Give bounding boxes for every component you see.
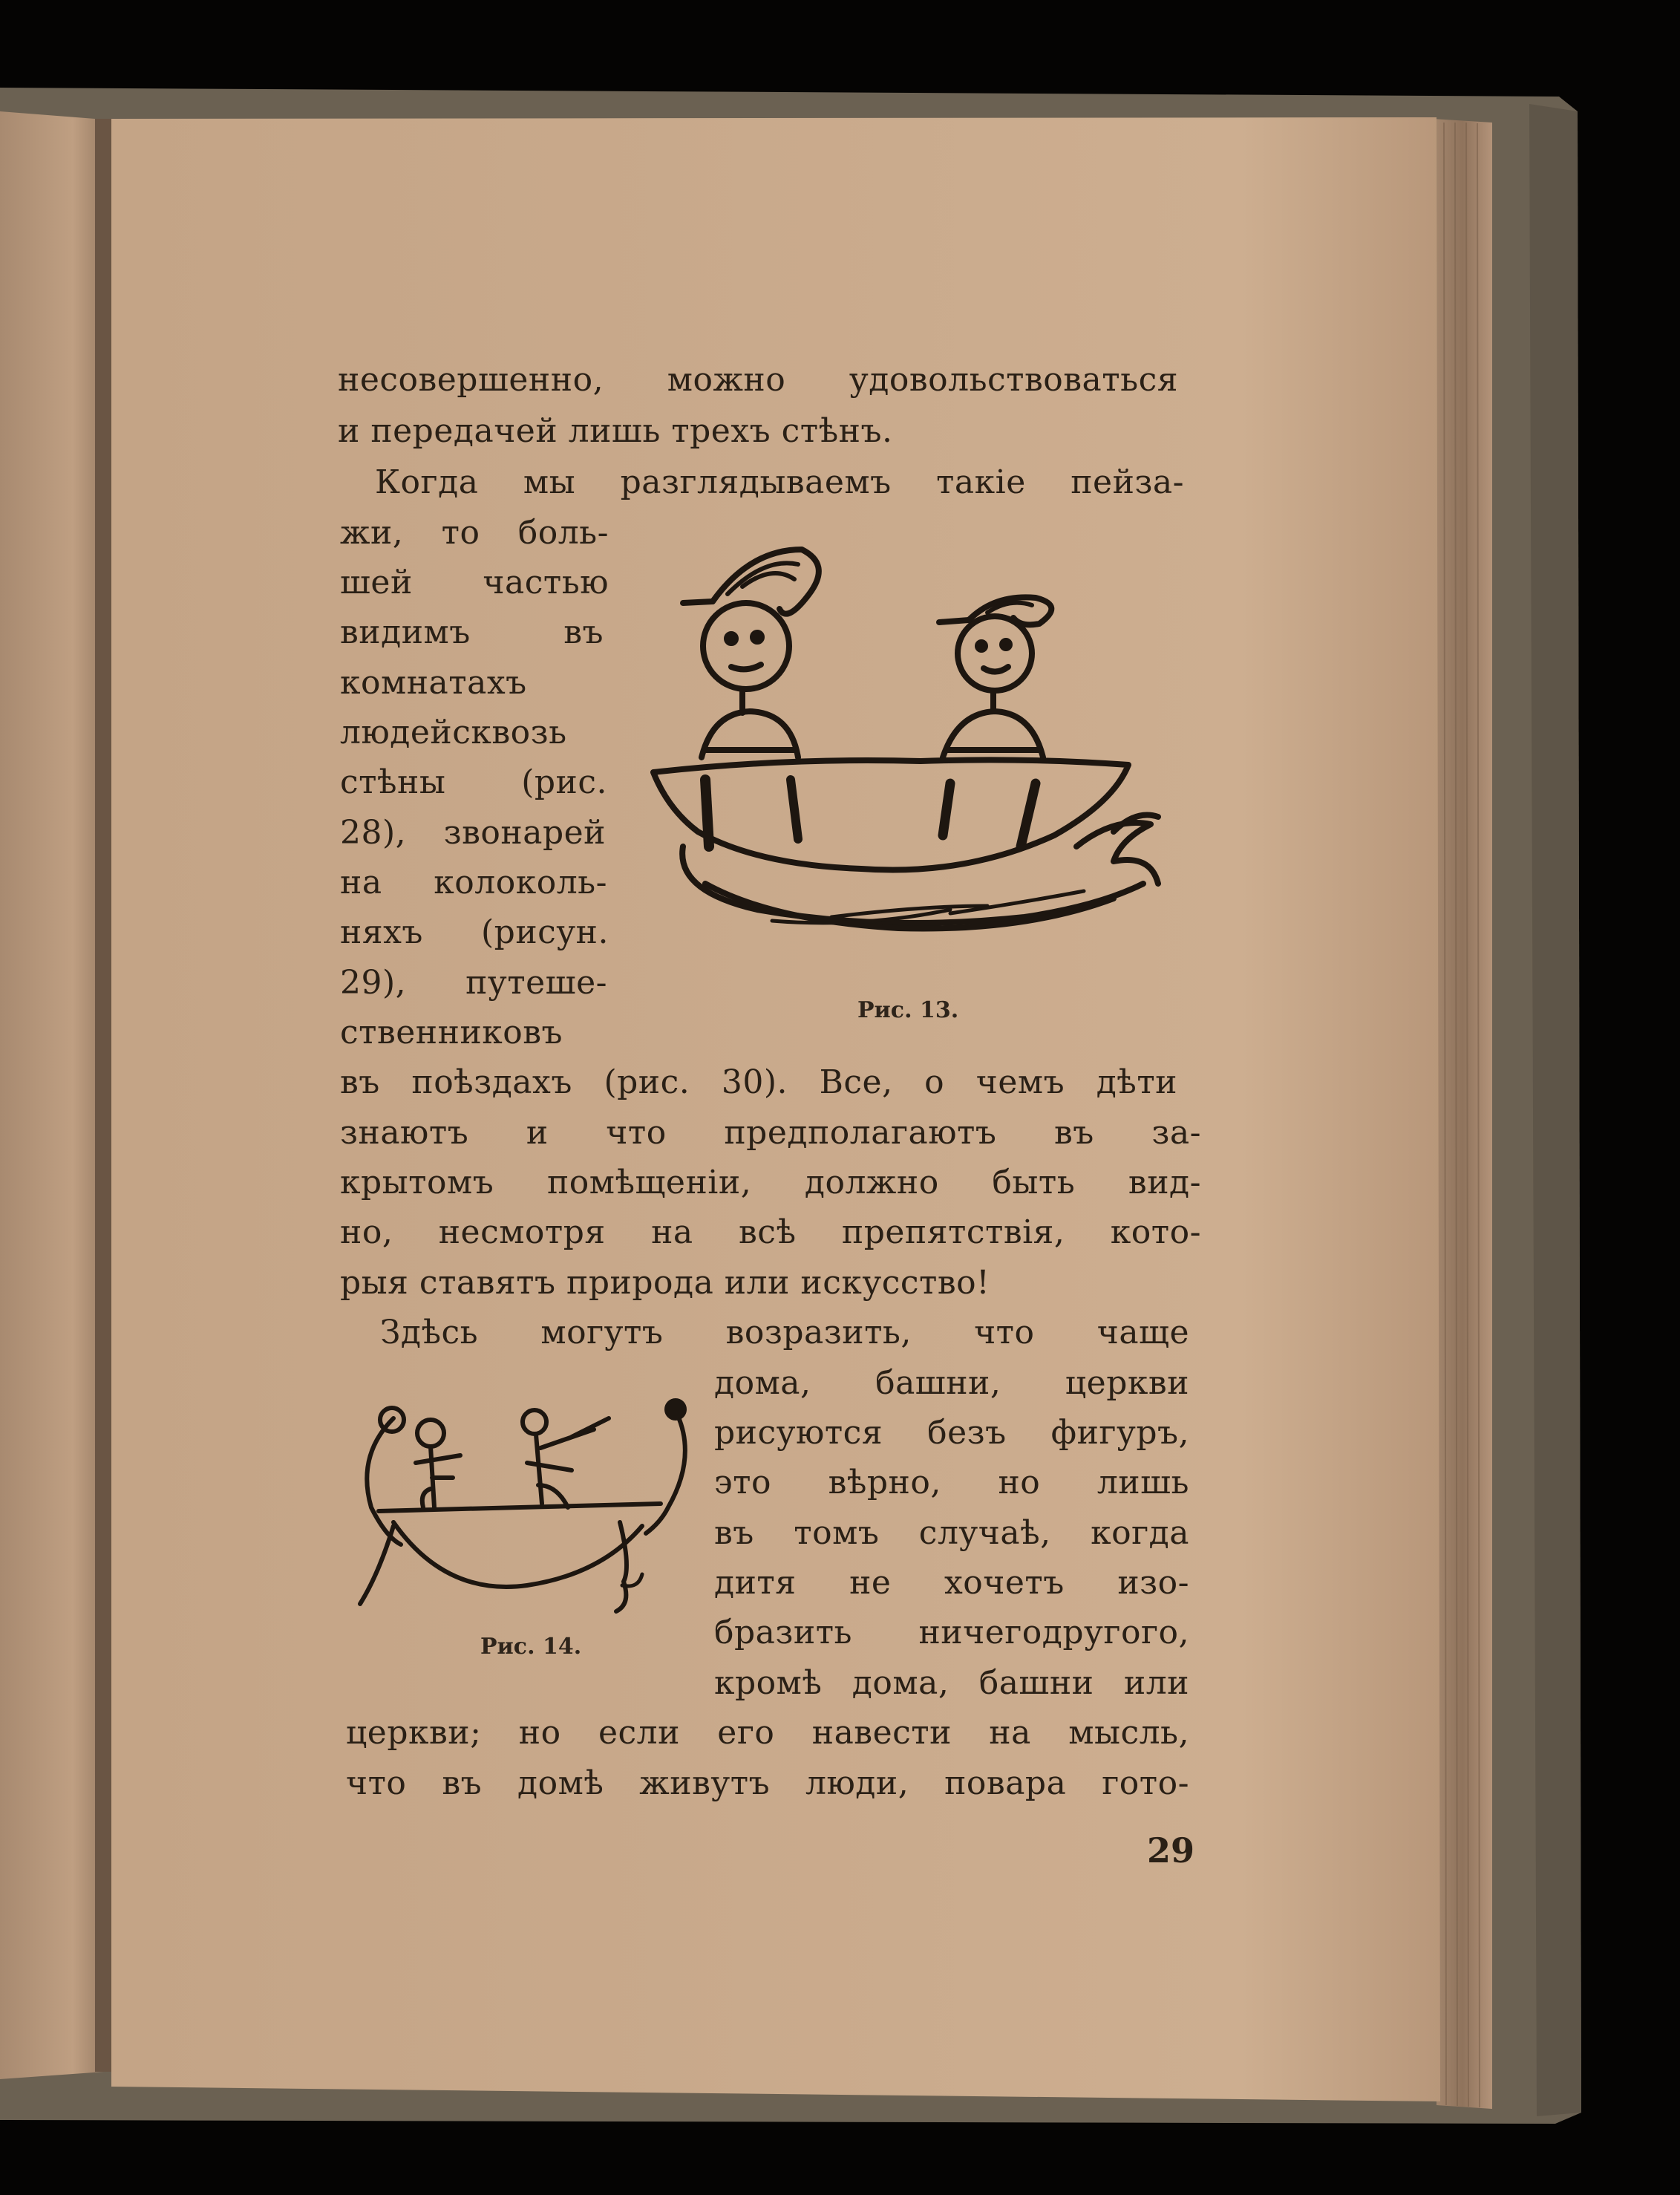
- figure-13-caption: Рис. 13.: [857, 997, 959, 1023]
- text-line-23: это вѣрно, но лишь: [714, 1464, 1189, 1501]
- text-line-25: дитя не хочетъ изо-: [714, 1564, 1189, 1602]
- text-line-16: знаютъ и что предполагаютъ въ за-: [340, 1114, 1201, 1152]
- text-line-1: несовершенно, можно удовольствоваться: [338, 361, 1178, 399]
- text-line-12: няхъ (рисун.: [340, 913, 609, 951]
- text-line-17: крытомъ помѣщеніи, должно быть вид-: [340, 1164, 1201, 1201]
- text-line-5: шей частью: [340, 564, 609, 601]
- text-line-21: дома, башни, церкви: [714, 1364, 1189, 1402]
- text-line-24: въ томъ случаѣ, когда: [714, 1514, 1189, 1552]
- text-line-7: комнатахъ: [340, 664, 527, 702]
- text-line-18: но, несмотря на всѣ препятствія, кото-: [340, 1213, 1201, 1251]
- text-line-13: 29), путеше-: [340, 964, 607, 1002]
- text-line-4: жи, то боль-: [340, 514, 609, 552]
- text-line-11: на колоколь-: [340, 864, 607, 901]
- text-line-29: что въ домѣ живутъ люди, повара гото-: [346, 1764, 1189, 1802]
- text-line-27: кромѣ дома, башни или: [714, 1664, 1189, 1702]
- figure-14-caption: Рис. 14.: [480, 1634, 582, 1660]
- text-line-9: стѣны (рис.: [340, 763, 607, 801]
- text-line-6: видимъ въ: [340, 613, 604, 651]
- text-line-14: ственниковъ: [340, 1014, 563, 1051]
- text-line-28: церкви; но если его навести на мысль,: [346, 1714, 1189, 1752]
- text-line-22: рисуются безъ фигуръ,: [714, 1414, 1189, 1452]
- figure-13-drawing: [638, 535, 1173, 980]
- text-line-8: людейсквозь: [340, 714, 567, 751]
- text-line-15: въ поѣздахъ (рис. 30). Все, о чемъ дѣти: [340, 1063, 1177, 1101]
- text-line-3: Когда мы разглядываемъ такіе пейза-: [375, 463, 1184, 501]
- text-line-10: 28), звонарей: [340, 814, 606, 852]
- text-line-26: бразить ничегодругого,: [714, 1614, 1189, 1651]
- text-line-2: и передачей лишь трехъ стѣнъ.: [338, 412, 893, 450]
- page-number: 29: [1147, 1830, 1195, 1871]
- text-line-19: рыя ставятъ природа или искусство!: [340, 1264, 990, 1302]
- figure-14-drawing: [349, 1396, 705, 1634]
- text-line-20: Здѣсь могутъ возразить, что чаще: [380, 1314, 1189, 1351]
